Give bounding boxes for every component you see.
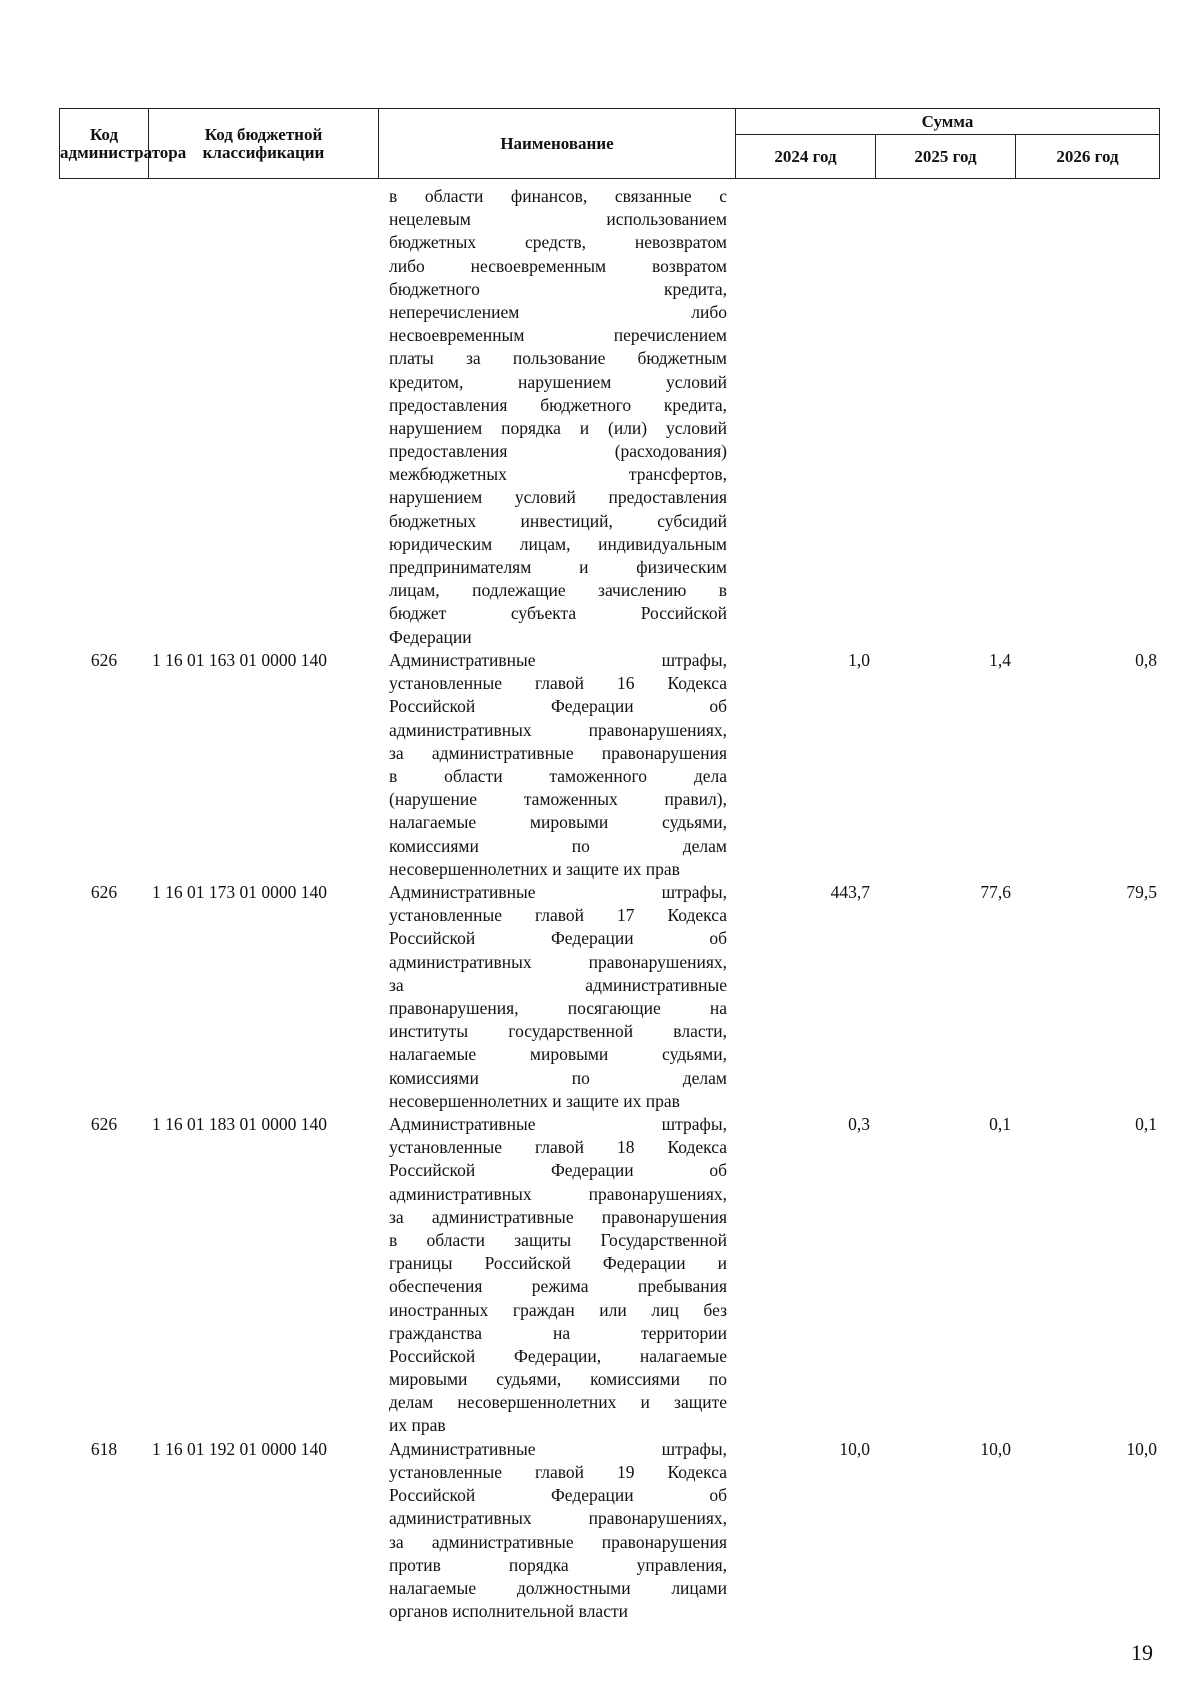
- admin-code-cell: 626: [90, 650, 118, 670]
- name-line: установленные главой 18 Кодекса: [389, 1137, 727, 1158]
- budget-code-cell: 1 16 01 173 01 0000 140: [152, 882, 327, 902]
- name-line: налагаемые мировыми судьями,: [389, 1044, 727, 1065]
- header-admin-code: Код администратора: [60, 109, 149, 179]
- name-cell: [389, 649, 727, 881]
- admin-code-cell: 626: [90, 882, 118, 902]
- name-line: несвоевременным перечислением: [389, 325, 727, 346]
- name-line: (нарушение таможенных правил),: [389, 789, 727, 810]
- name-line: за административные правонарушения: [389, 1206, 727, 1227]
- name-line: юридическим лицам, индивидуальным: [389, 533, 727, 554]
- budget-code-cell: 1 16 01 192 01 0000 140: [152, 1438, 327, 1459]
- name-cell: [389, 185, 727, 649]
- name-line: административных правонарушениях,: [389, 1508, 727, 1529]
- name-line: комиссиями по делам: [389, 1067, 727, 1088]
- budget-code-cell: 1 16 01 183 01 0000 140: [152, 1114, 327, 1134]
- amount-2025-cell: 0,1: [989, 1114, 1011, 1134]
- name-line: Административные штрафы,: [389, 882, 727, 902]
- name-line: налагаемые должностными лицами: [389, 1577, 727, 1598]
- amount-2026-cell: 10,0: [1126, 1438, 1157, 1459]
- name-line: комиссиями по делам: [389, 835, 727, 856]
- name-line: гражданства на территории: [389, 1322, 727, 1343]
- header-year-2025: 2025 год: [876, 135, 1016, 179]
- name-line: Административные штрафы,: [389, 650, 727, 670]
- table-header: [59, 108, 1160, 179]
- name-line: несовершеннолетних и защите их прав: [389, 1090, 680, 1111]
- amount-2025-cell: 10,0: [980, 1438, 1011, 1459]
- page-number: 19: [1131, 1640, 1153, 1665]
- amount-2024-cell: 10,0: [839, 1438, 870, 1459]
- budget-code-cell: 1 16 01 163 01 0000 140: [152, 650, 327, 670]
- name-line: в области финансов, связанные с: [389, 186, 727, 206]
- name-line: Российской Федерации об: [389, 696, 727, 717]
- header-sum: Сумма: [736, 109, 1160, 135]
- name-line: установленные главой 17 Кодекса: [389, 905, 727, 926]
- name-line: административных правонарушениях,: [389, 951, 727, 972]
- name-line: бюджетных средств, невозвратом: [389, 232, 727, 253]
- name-line: лицам, подлежащие зачислению в: [389, 580, 727, 601]
- name-line: административных правонарушениях,: [389, 719, 727, 740]
- name-line: предоставления бюджетного кредита,: [389, 394, 727, 415]
- admin-code-cell: 618: [90, 1438, 118, 1459]
- amount-2024-cell: 0,3: [848, 1114, 870, 1134]
- name-line: бюджетного кредита,: [389, 278, 727, 299]
- name-line: Российской Федерации об: [389, 928, 727, 949]
- name-line: Административные штрафы,: [389, 1438, 727, 1459]
- name-line: несовершеннолетних и защите их прав: [389, 858, 680, 879]
- name-line: правонарушения, посягающие на: [389, 997, 727, 1018]
- name-line: институты государственной власти,: [389, 1021, 727, 1042]
- name-cell: [389, 881, 727, 1113]
- name-line: органов исполнительной власти: [389, 1601, 628, 1622]
- name-line: границы Российской Федерации и: [389, 1253, 727, 1274]
- name-line: кредитом, нарушением условий: [389, 371, 727, 392]
- name-line: установленные главой 19 Кодекса: [389, 1461, 727, 1482]
- name-line: Российской Федерации об: [389, 1160, 727, 1181]
- name-line: в области таможенного дела: [389, 765, 727, 786]
- name-line: бюджетных инвестиций, субсидий: [389, 510, 727, 531]
- amount-2024-cell: 1,0: [848, 650, 870, 670]
- name-line: нецелевым использованием: [389, 209, 727, 230]
- name-line: за административные правонарушения: [389, 1531, 727, 1552]
- name-line: Российской Федерации об: [389, 1485, 727, 1506]
- name-line: делам несовершеннолетних и защите: [389, 1392, 727, 1413]
- name-line: либо несвоевременным возвратом: [389, 255, 727, 276]
- amount-2026-cell: 0,1: [1135, 1114, 1157, 1134]
- amount-2025-cell: 77,6: [980, 882, 1011, 902]
- name-line: за административные: [389, 974, 727, 995]
- name-line: платы за пользование бюджетным: [389, 348, 727, 369]
- header-year-2024: 2024 год: [736, 135, 876, 179]
- name-line: против порядка управления,: [389, 1554, 727, 1575]
- header-name: Наименование: [379, 109, 736, 179]
- header-budget-code: Код бюджетной классификации: [149, 109, 379, 179]
- name-line: административных правонарушениях,: [389, 1183, 727, 1204]
- name-cell: [389, 1438, 727, 1624]
- name-line: налагаемые мировыми судьями,: [389, 812, 727, 833]
- name-line: Административные штрафы,: [389, 1114, 727, 1134]
- name-line: за административные правонарушения: [389, 742, 727, 763]
- name-line: установленные главой 16 Кодекса: [389, 673, 727, 694]
- name-line: нарушением условий предоставления: [389, 487, 727, 508]
- header-year-2026: 2026 год: [1016, 135, 1160, 179]
- name-line: мировыми судьями, комиссиями по: [389, 1369, 727, 1390]
- amount-2025-cell: 1,4: [989, 650, 1011, 670]
- name-line: предоставления (расходования): [389, 441, 727, 462]
- name-line: Федерации: [389, 626, 472, 647]
- name-line: обеспечения режима пребывания: [389, 1276, 727, 1297]
- name-line: нарушением порядка и (или) условий: [389, 417, 727, 438]
- name-line: неперечислением либо: [389, 301, 727, 322]
- name-line: Российской Федерации, налагаемые: [389, 1345, 727, 1366]
- amount-2024-cell: 443,7: [830, 882, 870, 902]
- amount-2026-cell: 0,8: [1135, 650, 1157, 670]
- name-line: иностранных граждан или лиц без: [389, 1299, 727, 1320]
- name-line: их прав: [389, 1415, 446, 1436]
- amount-2026-cell: 79,5: [1126, 882, 1157, 902]
- admin-code-cell: 626: [90, 1114, 118, 1134]
- name-line: предпринимателям и физическим: [389, 557, 727, 577]
- name-line: в области защиты Государственной: [389, 1229, 727, 1250]
- name-cell: [389, 1113, 727, 1438]
- name-line: бюджет субъекта Российской: [389, 603, 727, 624]
- name-line: межбюджетных трансфертов,: [389, 464, 727, 485]
